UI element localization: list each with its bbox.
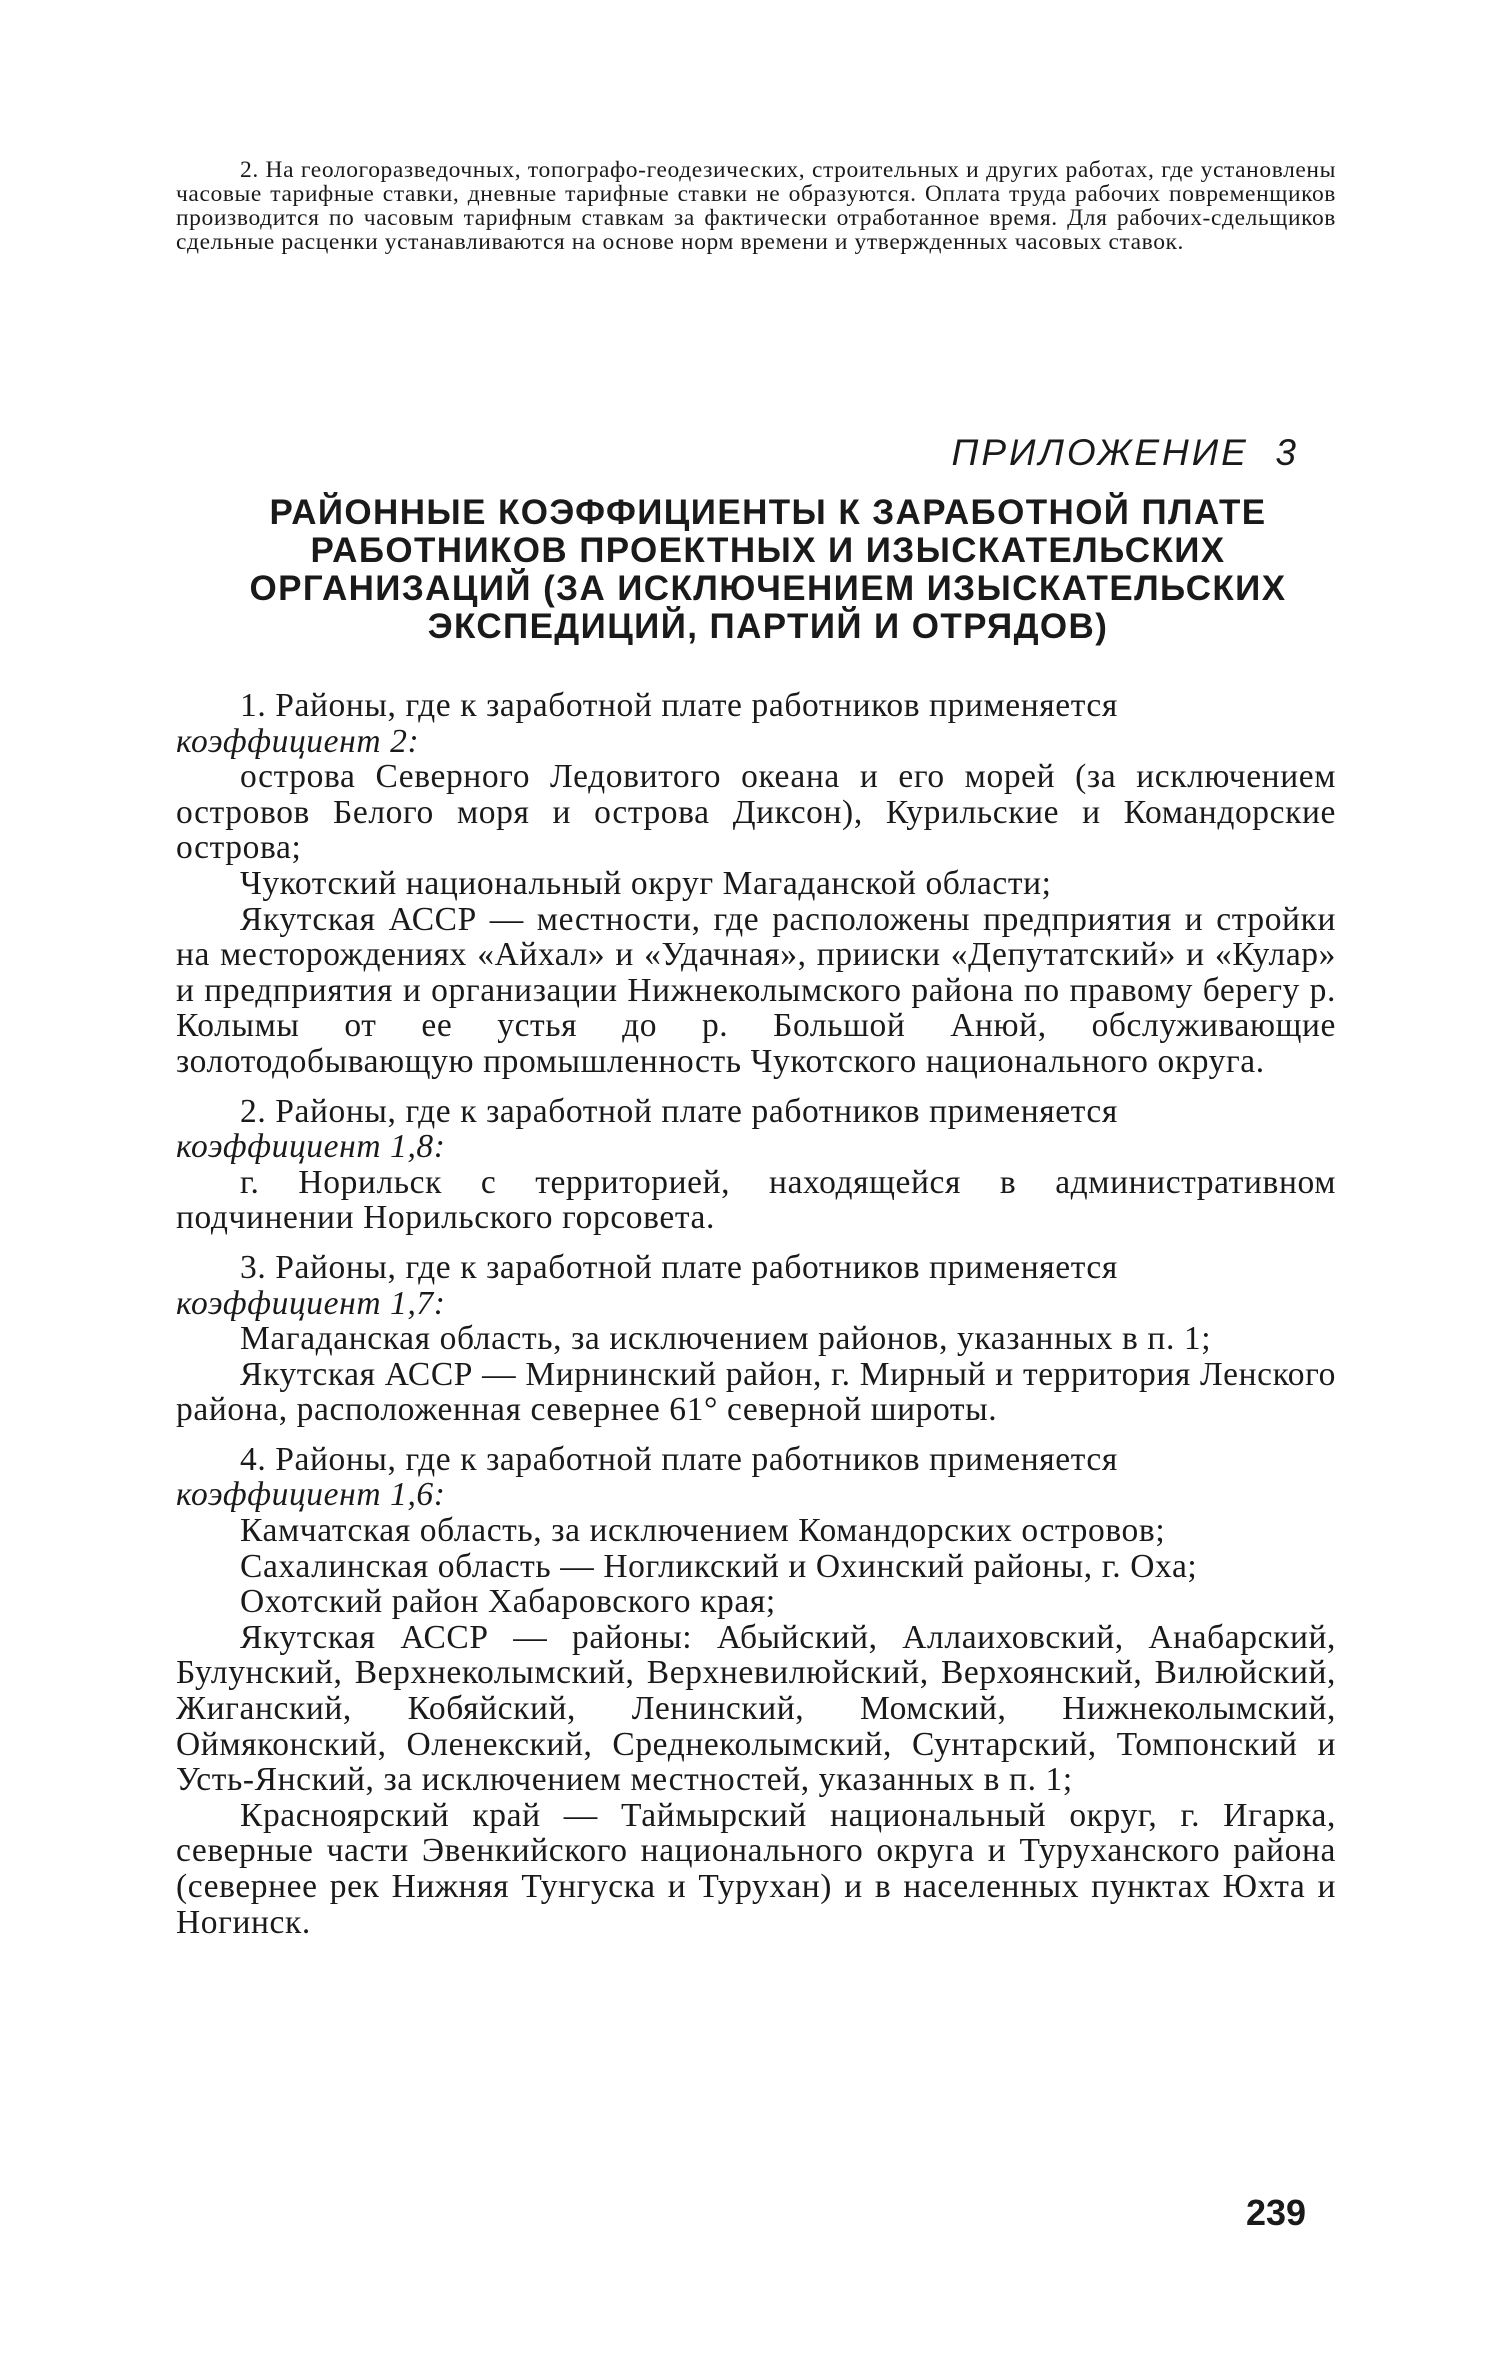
coefficient-label: коэффициент 1,7: xyxy=(176,1284,446,1322)
page-number: 239 xyxy=(1246,2192,1307,2233)
heading-line: РАЙОННЫЕ КОЭФФИЦИЕНТЫ К ЗАРАБОТНОЙ ПЛАТЕ xyxy=(269,493,1267,532)
region-section-1 xyxy=(176,688,1336,1080)
section-paragraph: Сахалинская область — Ногликский и Охинский районы, г. Оха; xyxy=(240,1547,1198,1585)
section-intro: 4. Районы, где к заработной плате работников применяется xyxy=(240,1440,1118,1478)
appendix-body xyxy=(176,688,1336,1940)
coefficient-label: коэффициент 1,8: xyxy=(176,1128,446,1166)
section-paragraph: острова Северного Ледовитого океана и его морей (за исключением островов Белого моря и острова Диксон), Курильские и Командорские острова; xyxy=(176,758,1336,867)
section-paragraph: Якутская АССР — районы: Абыйский, Аллаиховский, Анабарский, Булунский, Верхнеколымский, Верхневилюйский, Верхоянский, Вилюйский, Жиганский, Кобяйский, Ленинский, Момский, Нижнеколымский, Оймяконский, Оленекский, Среднеколымский, Сунтарский, Томпонский и Усть-Янский, за исключением местностей, указанных в п. 1; xyxy=(176,1618,1336,1799)
appendix-heading xyxy=(200,494,1336,646)
section-intro: 1. Районы, где к заработной плате работников применяется xyxy=(240,687,1118,724)
previous-appendix-note: 2. На геологоразведочных, топографо-геодезических, строительных и других работах, где установлены часовые тарифные ставки, дневные тарифные ставки не образуются. Оплата труда рабочих повременщиков производится по часовым тарифным ставкам за фактически отработанное время. Для рабочих-сдельщиков сдельные расценки устанавливаются на основе норм времени и утвержденных часовых ставок. xyxy=(176,157,1336,255)
section-paragraph: Якутская АССР — местности, где расположены предприятия и стройки на месторождениях «Айхал» и «Удачная», прииски «Депутатский» и «Кулар» и предприятия и организации Нижнеколымского района по правому берегу р. Колымы от ее устья до р. Большой Анюй, обслуживающие золотодобывающую промышленность Чукотского национального округа. xyxy=(176,900,1336,1080)
section-paragraph: Охотский район Хабаровского края; xyxy=(240,1583,776,1621)
coefficient-label: коэффициент 2: xyxy=(176,722,420,760)
heading-line: ОРГАНИЗАЦИЙ (ЗА ИСКЛЮЧЕНИЕМ ИЗЫСКАТЕЛЬСКИХ xyxy=(249,569,1287,608)
section-paragraph: Камчатская область, за исключением Командорских островов; xyxy=(240,1512,1166,1550)
section-paragraph: Якутская АССР — Мирнинский район, г. Мирный и территория Ленского района, расположенная севернее 61° северной широты. xyxy=(176,1355,1336,1429)
coefficient-label: коэффициент 1,6: xyxy=(176,1476,446,1514)
section-intro: 3. Районы, где к заработной плате работников применяется xyxy=(240,1248,1118,1286)
section-intro: 2. Районы, где к заработной плате работников применяется xyxy=(240,1092,1118,1130)
section-paragraph: Чукотский национальный округ Магаданской области; xyxy=(240,864,1052,902)
section-paragraph: г. Норильск с территорией, находящейся в административном подчинении Норильского горсовета. xyxy=(176,1163,1336,1237)
section-paragraph: Красноярский край — Таймырский национальный округ, г. Игарка, северные части Эвенкийского национального округа и Туруханского района (севернее рек Нижняя Тунгуска и Турухан) и в населенных пунктах Юхта и Ногинск. xyxy=(176,1796,1336,1941)
region-section-4 xyxy=(176,1442,1336,1940)
heading-line: ЭКСПЕДИЦИЙ, ПАРТИЙ И ОТРЯДОВ) xyxy=(427,607,1109,646)
region-section-2 xyxy=(176,1094,1336,1236)
heading-line: РАБОТНИКОВ ПРОЕКТНЫХ И ИЗЫСКАТЕЛЬСКИХ xyxy=(310,531,1226,570)
appendix-label: ПРИЛОЖЕНИЕ 3 xyxy=(951,432,1299,473)
region-section-3 xyxy=(176,1250,1336,1428)
section-paragraph: Магаданская область, за исключением районов, указанных в п. 1; xyxy=(240,1320,1212,1358)
